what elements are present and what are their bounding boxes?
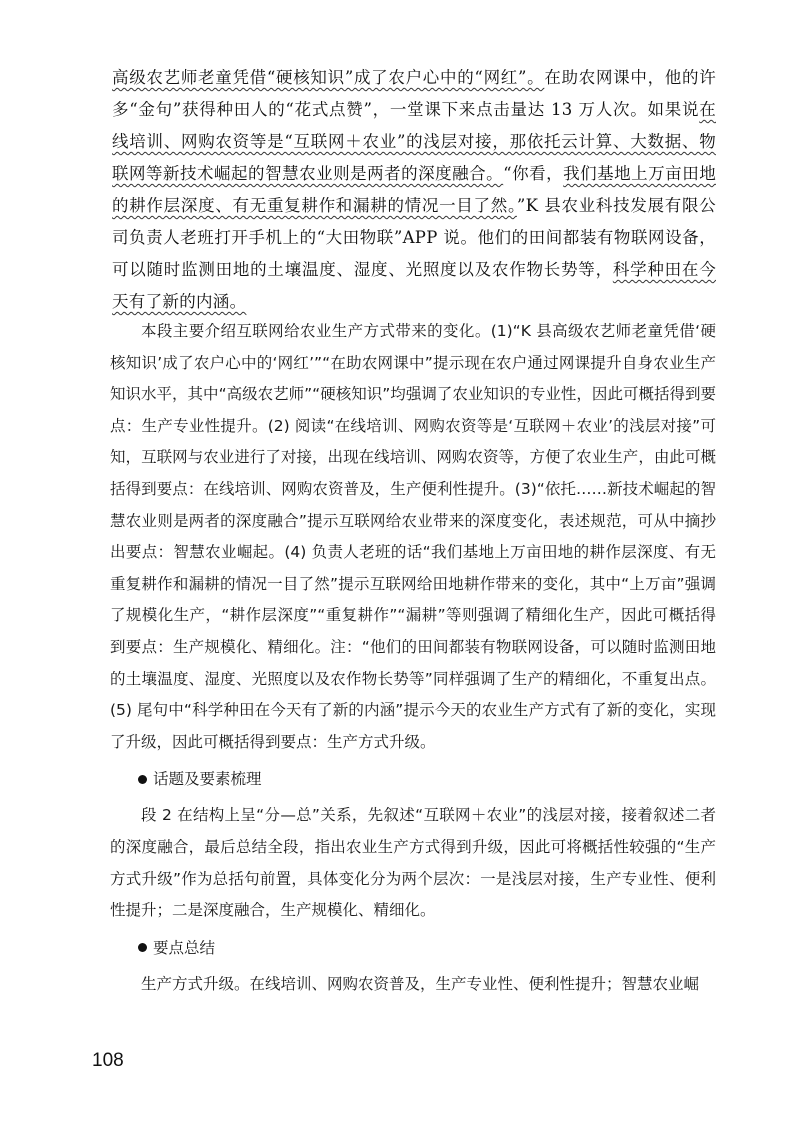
source-passage <box>112 62 716 318</box>
section-heading <box>138 933 716 963</box>
bullet-icon <box>138 943 147 952</box>
passage-text: ”K 县农业科技发展有限公司负责人老班打开手机上的“大田物联”APP 说。他们的田间都装有物联网设备，可以随时监测田地的土壤温度、湿度、光照度以及农作物长势等， <box>112 196 716 279</box>
underlined-phrase: 高级农艺师老童凭借“硬核知识”成了农户心中的“网红”。 <box>112 68 545 87</box>
analysis-section <box>110 316 716 1000</box>
passage-text: “你看， <box>503 164 564 183</box>
analysis-paragraph: 本段主要介绍互联网给农业生产方式带来的变化。(1)“K 县高级农艺师老童凭借‘硬核知识’成了农户心中的‘网红’”“在助农网课中”提示现在农户通过网课提升自身农业生产知识水平，其中“高级农艺师”“硬核知识”均强调了农业知识的专业性，因此可概括得到要点：生产专业性提升。(2) 阅读“在线培训、网购农资等是‘互联网＋农业’的浅层对接”可知，互联网与农业进行了对接，出现在线培训、网购农资等，方便了农业生产，由此可概括得到要点：在线培训、网购农资普及，生产便利性提升。(3)“依托……新技术崛起的智慧农业则是两者的深度融合”提示互联网给农业带来的深度变化，表述规范，可从中摘抄出要点：智慧农业崛起。(4) 负责人老班的话“我们基地上万亩田地的耕作层深度、有无重复耕作和漏耕的情况一目了然”提示互联网给田地耕作带来的变化，其中“上万亩”强调了规模化生产，“耕作层深度”“重复耕作”“漏耕”等则强调了精细化生产，因此可概括得到要点：生产规模化、精细化。注：“他们的田间都装有物联网设备，可以随时监测田地的土壤温度、湿度、光照度以及农作物长势等”同样强调了生产的精细化，不重复出点。(5) 尾句中“科学种田在今天有了新的内涵”提示今天的农业生产方式有了新的变化，实现了升级，因此可概括得到要点：生产方式升级。 <box>110 322 716 751</box>
passage-text: 在助农网课中，他的许多“金句”获得种田人的“花式点赞”，一堂课下来点击量达 13 万人次。如果说 <box>112 68 717 119</box>
page-number: 108 <box>92 1050 124 1071</box>
analysis-paragraph: 生产方式升级。在线培训、网购农资普及，生产专业性、便利性提升；智慧农业崛 <box>141 974 700 993</box>
section-heading <box>138 764 716 794</box>
underlined-phrase: 在线培训、网购农资等是“互联网＋农业”的浅层对接，那依托云计算、大数据、物联网等新技术崛起的智慧农业则是两者的深度融合。 <box>112 100 716 183</box>
section-heading-text: 话题及要素梳理 <box>153 770 262 789</box>
underlined-phrase: 我们基地上万亩田地的耕作层深度、有无重复耕作和漏耕的情况一目了然。 <box>112 164 716 215</box>
underlined-phrase: 科学种田在今天有了新的内涵。 <box>112 260 716 311</box>
analysis-paragraph: 段 2 在结构上呈“分—总”关系，先叙述“互联网＋农业”的浅层对接，接着叙述二者的深度融合，最后总结全段，指出农业生产方式得到升级，因此可将概括性较强的“生产方式升级”作为总括句前置，具体变化分为两个层次：一是浅层对接，生产专业性、便利性提升；二是深度融合，生产规模化、精细化。 <box>110 806 716 920</box>
section-heading-text: 要点总结 <box>153 938 216 957</box>
bullet-icon <box>138 775 147 784</box>
